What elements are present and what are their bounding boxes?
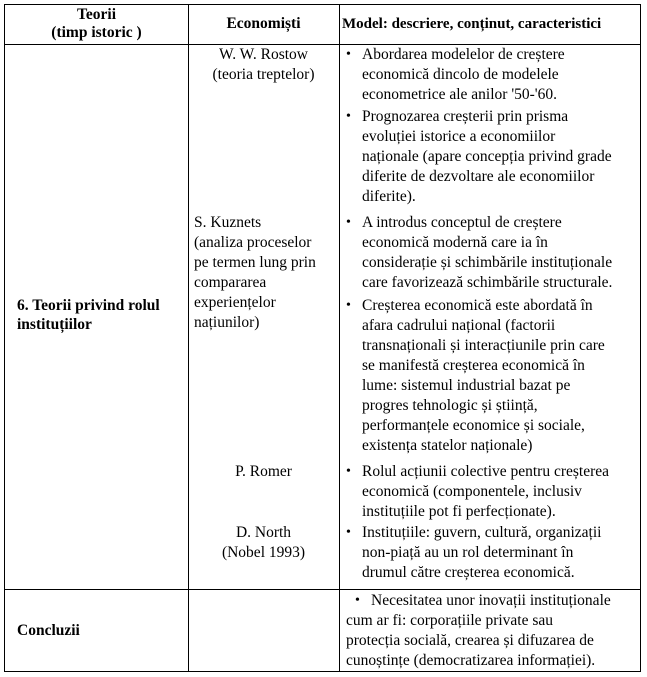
model-bullet-3-line: care favorizează schimbările structurale. [362,274,613,291]
conclusion-bullet-line: cum ar fi: corporațiile private sau [346,612,554,629]
model-bullet-4-line: lume: sistemul industrial bazat pe [362,377,571,394]
economist-north-note: (Nobel 1993) [221,544,306,561]
model-bullet-2-line: Prognozarea creșterii prin prisma [362,108,569,125]
bullet-icon: • [346,525,351,540]
economist-romer-name: P. Romer [235,463,292,480]
theories-table [4,4,641,672]
row-divider [5,589,640,590]
model-bullet-5-line: Rolul acțiunii colective pentru creșterea [362,463,610,480]
model-bullet-4-line: progres tehnologic și știință, [362,397,538,414]
theory-label-line1: 6. Teorii privind rolul [17,297,160,314]
model-bullet-6-line: drumul către creșterea economică. [362,564,575,581]
header-model: Model: descriere, conținut, caracteristici [342,16,602,32]
bullet-icon: • [355,593,360,608]
conclusions-label: Concluzii [17,622,80,639]
bullet-icon: • [346,47,351,62]
economist-kuznets-note: pe termen lung prin [194,254,316,271]
economist-kuznets-note: (analiza proceselor [194,234,312,251]
model-bullet-5-line: economică (componentele, inclusiv [362,483,582,500]
model-bullet-4-line: performanțele economice și sociale, [362,417,585,434]
model-bullet-2-line: diferite). [362,188,416,205]
model-bullet-2-line: naționale (apare concepția privind grade [362,148,612,165]
column-divider [339,5,340,671]
header-theories-line2: (timp istoric ) [51,24,142,41]
model-bullet-1-line: Abordarea modelelor de creștere [362,46,565,63]
bullet-icon: • [346,298,351,313]
model-bullet-4-line: Creșterea economică este abordată în [362,297,593,314]
header-theories-line1: Teorii [76,6,117,23]
conclusion-bullet-line: Necesitatea unor inovații instituționale [371,592,611,609]
economist-kuznets-note: experiențelor [194,294,276,311]
economist-kuznets-name: S. Kuznets [194,214,262,231]
model-bullet-6-line: Instituțiile: guvern, cultură, organizații [362,524,602,541]
column-divider [188,5,189,671]
model-bullet-4-line: existența statelor naționale) [362,437,533,454]
conclusion-bullet-line: cunoștințe (democratizarea informației). [346,652,596,669]
economist-kuznets-note: compararea [194,274,267,291]
model-bullet-1-line: economică dincolo de modelele [362,66,559,83]
model-bullet-6-line: non-piață au un rol determinant în [362,544,574,561]
model-bullet-2-line: evoluției istorice a economiilor [362,128,556,145]
economist-rostow-name: W. W. Rostow [218,46,308,63]
model-bullet-2-line: diferite de dezvoltare ale economiilor [362,168,595,185]
model-bullet-3-line: A introdus conceptul de creștere [362,214,562,231]
model-bullet-3-line: considerație și schimbările instituționale [362,254,613,271]
theory-label-line2: instituțiilor [17,316,92,333]
bullet-icon: • [346,464,351,479]
bullet-icon: • [346,109,351,124]
conclusion-bullet-line: protecția socială, crearea și difuzarea de [346,632,594,649]
header-economists: Economiști [226,15,301,32]
model-bullet-1-line: econometrice ale anilor '50-'60. [362,86,557,103]
model-bullet-4-line: afara cadrului național (factorii [362,317,556,334]
model-bullet-4-line: transnaționali și interacțiunile prin care [362,337,605,354]
model-bullet-5-line: instituțiile pot fi perfecționate). [362,503,556,520]
economist-kuznets-note: națiunilor) [194,314,260,331]
model-bullet-3-line: economică modernă care ia în [362,234,548,251]
bullet-icon: • [346,215,351,230]
economist-north-name: D. North [235,524,292,541]
economist-rostow-note: (teoria treptelor) [212,66,315,83]
model-bullet-4-line: se manifestă creșterea economică în [362,357,585,374]
